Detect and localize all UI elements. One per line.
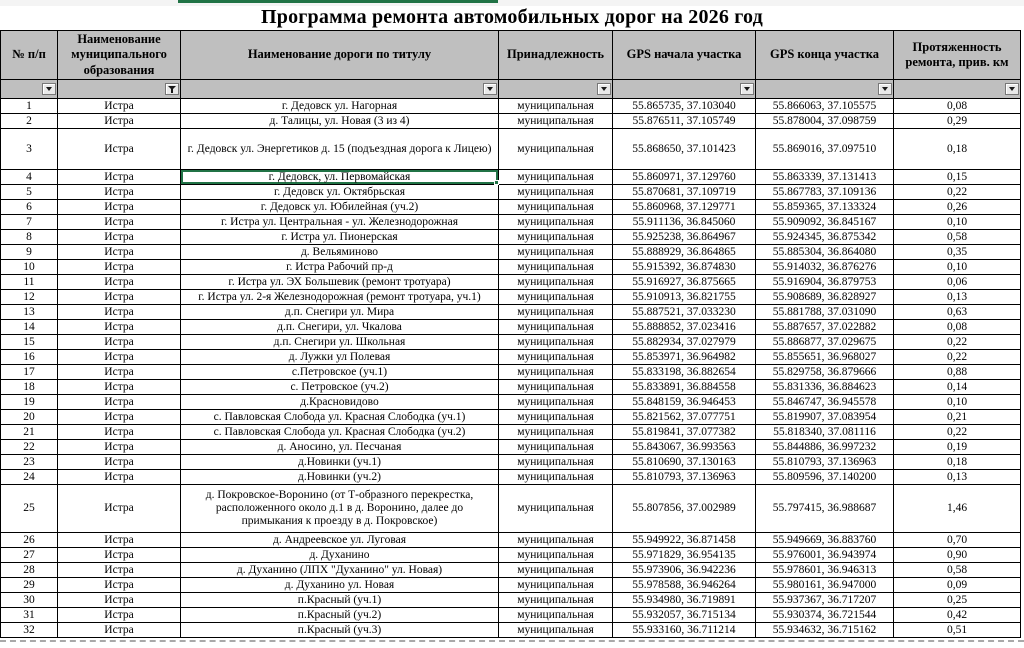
table-row <box>1 533 1021 548</box>
cell-length[interactable]: 0,58 <box>894 563 1021 578</box>
cell-municipality[interactable]: Истра <box>58 335 181 350</box>
table-row <box>1 623 1021 638</box>
table-row <box>1 410 1021 425</box>
filter-dropdown-button-municipality[interactable] <box>165 83 179 95</box>
cell-length[interactable]: 0,63 <box>894 305 1021 320</box>
cell-length[interactable]: 0,10 <box>894 260 1021 275</box>
filter-dropdown-button-length[interactable] <box>1005 83 1019 95</box>
cell-num[interactable]: 1 <box>1 99 58 114</box>
cell-road[interactable]: д. Вельяминово <box>181 245 499 260</box>
cell-num[interactable]: 9 <box>1 245 58 260</box>
cell-length[interactable]: 0,10 <box>894 395 1021 410</box>
cell-gps-end[interactable]: 55.930374, 36.721544 <box>756 608 894 623</box>
filter-dropdown-button-ownership[interactable] <box>597 83 611 95</box>
cell-gps-start[interactable]: 55.932057, 36.715134 <box>613 608 756 623</box>
cell-ownership[interactable]: муниципальная <box>499 215 613 230</box>
cell-municipality[interactable]: Истра <box>58 410 181 425</box>
dropdown-arrow-icon <box>882 87 888 91</box>
cell-ownership[interactable]: муниципальная <box>499 410 613 425</box>
cell-gps-start[interactable]: 55.819841, 37.077382 <box>613 425 756 440</box>
table-row <box>1 608 1021 623</box>
cell-road[interactable]: д.п. Снегири ул. Мира <box>181 305 499 320</box>
cell-municipality[interactable]: Истра <box>58 260 181 275</box>
table-row <box>1 305 1021 320</box>
cell-road[interactable]: д. Андреевское ул. Луговая <box>181 533 499 548</box>
cell-gps-start[interactable]: 55.978588, 36.946264 <box>613 578 756 593</box>
table-row <box>1 170 1021 185</box>
cell-municipality[interactable]: Истра <box>58 578 181 593</box>
cell-gps-start[interactable]: 55.933160, 36.711214 <box>613 623 756 638</box>
cell-length[interactable]: 0,25 <box>894 593 1021 608</box>
cell-length[interactable]: 0,70 <box>894 533 1021 548</box>
cell-gps-start[interactable]: 55.821562, 37.077751 <box>613 410 756 425</box>
selection-top-border <box>178 0 498 3</box>
cell-gps-end[interactable]: 55.819907, 37.083954 <box>756 410 894 425</box>
cell-length[interactable]: 0,06 <box>894 275 1021 290</box>
filter-dropdown-button-num[interactable] <box>42 83 56 95</box>
cell-gps-start[interactable]: 55.888852, 37.023416 <box>613 320 756 335</box>
cell-gps-start[interactable]: 55.915392, 36.874830 <box>613 260 756 275</box>
cell-municipality[interactable]: Истра <box>58 215 181 230</box>
cell-ownership[interactable]: муниципальная <box>499 365 613 380</box>
cell-ownership[interactable]: муниципальная <box>499 548 613 563</box>
cell-length[interactable]: 0,08 <box>894 320 1021 335</box>
cell-municipality[interactable]: Истра <box>58 593 181 608</box>
filter-dropdown-button-gps-end[interactable] <box>878 83 892 95</box>
cell-gps-start[interactable]: 55.807856, 37.002989 <box>613 485 756 533</box>
cell-municipality[interactable]: Истра <box>58 99 181 114</box>
cell-num[interactable]: 30 <box>1 593 58 608</box>
cell-gps-start[interactable]: 55.833891, 36.884558 <box>613 380 756 395</box>
cell-road[interactable]: п.Красный (уч.3) <box>181 623 499 638</box>
cell-municipality[interactable]: Истра <box>58 320 181 335</box>
cell-num[interactable]: 18 <box>1 380 58 395</box>
cell-num[interactable]: 15 <box>1 335 58 350</box>
cell-ownership[interactable]: муниципальная <box>499 563 613 578</box>
cell-road[interactable]: г. Дедовск ул. Нагорная <box>181 99 499 114</box>
cell-gps-start[interactable]: 55.853971, 36.964982 <box>613 350 756 365</box>
cell-num[interactable]: 2 <box>1 114 58 129</box>
table-row <box>1 260 1021 275</box>
sort-filter-icon <box>168 85 177 94</box>
cell-ownership[interactable]: муниципальная <box>499 305 613 320</box>
header-row <box>1 31 1021 80</box>
column-header-num: № п/п <box>1 31 58 80</box>
cell-ownership[interactable]: муниципальная <box>499 200 613 215</box>
cell-ownership[interactable]: муниципальная <box>499 440 613 455</box>
cell-road[interactable]: п.Красный (уч.2) <box>181 608 499 623</box>
cell-num[interactable]: 31 <box>1 608 58 623</box>
cell-length[interactable]: 0,22 <box>894 425 1021 440</box>
cell-gps-end[interactable]: 55.818340, 37.081116 <box>756 425 894 440</box>
cell-num[interactable]: 20 <box>1 410 58 425</box>
cell-ownership[interactable]: муниципальная <box>499 335 613 350</box>
cell-municipality[interactable]: Истра <box>58 230 181 245</box>
cell-ownership[interactable]: муниципальная <box>499 99 613 114</box>
cell-length[interactable]: 0,08 <box>894 99 1021 114</box>
cell-gps-start[interactable]: 55.949922, 36.871458 <box>613 533 756 548</box>
column-header-municipality: Наименование муниципального образования <box>58 31 181 80</box>
table-row <box>1 129 1021 170</box>
cell-gps-start[interactable]: 55.876511, 37.105749 <box>613 114 756 129</box>
cell-length[interactable]: 0,09 <box>894 578 1021 593</box>
cell-gps-start[interactable]: 55.843067, 36.993563 <box>613 440 756 455</box>
cell-ownership[interactable]: муниципальная <box>499 533 613 548</box>
cell-num[interactable]: 4 <box>1 170 58 185</box>
cell-ownership[interactable]: муниципальная <box>499 260 613 275</box>
cell-length[interactable]: 0,14 <box>894 380 1021 395</box>
cell-municipality[interactable]: Истра <box>58 114 181 129</box>
cell-road[interactable]: д.п. Снегири, ул. Чкалова <box>181 320 499 335</box>
dropdown-arrow-icon <box>487 87 493 91</box>
cell-ownership[interactable]: муниципальная <box>499 425 613 440</box>
page-break-line <box>0 640 1024 642</box>
cell-gps-end[interactable]: 55.885304, 36.864080 <box>756 245 894 260</box>
dropdown-arrow-icon <box>46 87 52 91</box>
cell-road[interactable]: г. Истра ул. ЭХ Большевик (ремонт тротуара) <box>181 275 499 290</box>
cell-road[interactable]: д. Духанино ул. Новая <box>181 578 499 593</box>
cell-gps-start[interactable]: 55.860971, 37.129760 <box>613 170 756 185</box>
filter-dropdown-button-road[interactable] <box>483 83 497 95</box>
cell-municipality[interactable]: Истра <box>58 350 181 365</box>
cell-gps-end[interactable]: 55.855651, 36.968027 <box>756 350 894 365</box>
cell-num[interactable]: 5 <box>1 185 58 200</box>
cell-length[interactable]: 0,18 <box>894 455 1021 470</box>
cell-road[interactable]: д. Аносино, ул. Песчаная <box>181 440 499 455</box>
cell-municipality[interactable]: Истра <box>58 170 181 185</box>
table-row <box>1 470 1021 485</box>
cell-length[interactable]: 1,46 <box>894 485 1021 533</box>
table-row <box>1 320 1021 335</box>
cell-municipality[interactable]: Истра <box>58 380 181 395</box>
table-row <box>1 114 1021 129</box>
cell-road[interactable]: д. Духанино (ЛПХ "Духанино" ул. Новая) <box>181 563 499 578</box>
cell-ownership[interactable]: муниципальная <box>499 470 613 485</box>
cell-ownership[interactable]: муниципальная <box>499 380 613 395</box>
cell-gps-start[interactable]: 55.916927, 36.875665 <box>613 275 756 290</box>
cell-gps-start[interactable]: 55.833198, 36.882654 <box>613 365 756 380</box>
cell-gps-end[interactable]: 55.886877, 37.029675 <box>756 335 894 350</box>
roads-table <box>0 30 1021 638</box>
cell-length[interactable]: 0,21 <box>894 410 1021 425</box>
cell-road[interactable]: г. Дедовск ул. Энергетиков д. 15 (подъездная дорога к Лицею) <box>181 129 499 170</box>
filter-dropdown-button-gps-start[interactable] <box>740 83 754 95</box>
cell-road[interactable]: с. Павловская Слобода ул. Красная Слободка (уч.1) <box>181 410 499 425</box>
cell-gps-end[interactable]: 55.867783, 37.109136 <box>756 185 894 200</box>
cell-road[interactable]: д.Новинки (уч.2) <box>181 470 499 485</box>
cell-length[interactable]: 0,58 <box>894 230 1021 245</box>
cell-gps-end[interactable]: 55.797415, 36.988687 <box>756 485 894 533</box>
cell-municipality[interactable]: Истра <box>58 395 181 410</box>
cell-gps-end[interactable]: 55.934632, 36.715162 <box>756 623 894 638</box>
cell-municipality[interactable]: Истра <box>58 275 181 290</box>
cell-length[interactable]: 0,90 <box>894 548 1021 563</box>
cell-gps-start[interactable]: 55.973906, 36.942236 <box>613 563 756 578</box>
column-header-gps-start: GPS начала участка <box>613 31 756 80</box>
cell-municipality[interactable]: Истра <box>58 485 181 533</box>
cell-gps-end[interactable]: 55.916904, 36.879753 <box>756 275 894 290</box>
table-row <box>1 485 1021 533</box>
cell-gps-end[interactable]: 55.978601, 36.946313 <box>756 563 894 578</box>
table-row <box>1 593 1021 608</box>
cell-gps-start[interactable]: 55.934980, 36.719891 <box>613 593 756 608</box>
cell-length[interactable]: 0,13 <box>894 290 1021 305</box>
dropdown-arrow-icon <box>744 87 750 91</box>
cell-municipality[interactable]: Истра <box>58 200 181 215</box>
column-header-road: Наименование дороги по титулу <box>181 31 499 80</box>
cell-ownership[interactable]: муниципальная <box>499 114 613 129</box>
cell-road[interactable]: д. Талицы, ул. Новая (3 из 4) <box>181 114 499 129</box>
cell-ownership[interactable]: муниципальная <box>499 578 613 593</box>
cell-length[interactable]: 0,29 <box>894 114 1021 129</box>
cell-gps-end[interactable]: 55.909092, 36.845167 <box>756 215 894 230</box>
cell-gps-end[interactable]: 55.810793, 37.136963 <box>756 455 894 470</box>
cell-gps-end[interactable]: 55.976001, 36.943974 <box>756 548 894 563</box>
cell-gps-end[interactable]: 55.829758, 36.879666 <box>756 365 894 380</box>
cell-gps-end[interactable]: 55.908689, 36.828927 <box>756 290 894 305</box>
cell-ownership[interactable]: муниципальная <box>499 350 613 365</box>
cell-municipality[interactable]: Истра <box>58 608 181 623</box>
cell-num[interactable]: 19 <box>1 395 58 410</box>
top-strip <box>0 0 1024 6</box>
cell-num[interactable]: 16 <box>1 350 58 365</box>
cell-num[interactable]: 24 <box>1 470 58 485</box>
cell-num[interactable]: 17 <box>1 365 58 380</box>
cell-length[interactable]: 0,26 <box>894 200 1021 215</box>
cell-gps-end[interactable]: 55.878004, 37.098759 <box>756 114 894 129</box>
column-header-length: Протяженность ремонта, прив. км <box>894 31 1021 80</box>
cell-gps-start[interactable]: 55.888929, 36.864865 <box>613 245 756 260</box>
cell-municipality[interactable]: Истра <box>58 563 181 578</box>
cell-num[interactable]: 22 <box>1 440 58 455</box>
cell-municipality[interactable]: Истра <box>58 425 181 440</box>
cell-gps-start[interactable]: 55.887521, 37.033230 <box>613 305 756 320</box>
cell-road[interactable]: с. Павловская Слобода ул. Красная Слободка (уч.2) <box>181 425 499 440</box>
cell-gps-end[interactable]: 55.809596, 37.140200 <box>756 470 894 485</box>
cell-road[interactable]: с.Петровское (уч.1) <box>181 365 499 380</box>
cell-municipality[interactable]: Истра <box>58 185 181 200</box>
cell-road[interactable]: д.п. Снегири ул. Школьная <box>181 335 499 350</box>
table-row <box>1 245 1021 260</box>
column-header-ownership: Принадлежность <box>499 31 613 80</box>
cell-road[interactable]: д. Покровское-Воронино (от Т-образного перекрестка, расположенного около д.1 в д. Воронино, далее до примыкания к проезду в д. Покровское) <box>181 485 499 533</box>
table-row <box>1 548 1021 563</box>
dropdown-arrow-icon <box>1009 87 1015 91</box>
cell-gps-start[interactable]: 55.868650, 37.101423 <box>613 129 756 170</box>
cell-num[interactable]: 21 <box>1 425 58 440</box>
cell-length[interactable]: 0,22 <box>894 335 1021 350</box>
cell-gps-end[interactable]: 55.887657, 37.022882 <box>756 320 894 335</box>
cell-length[interactable]: 0,51 <box>894 623 1021 638</box>
cell-road[interactable]: с. Петровское (уч.2) <box>181 380 499 395</box>
cell-gps-end[interactable]: 55.859365, 37.133324 <box>756 200 894 215</box>
cell-municipality[interactable]: Истра <box>58 365 181 380</box>
cell-ownership[interactable]: муниципальная <box>499 185 613 200</box>
cell-ownership[interactable]: муниципальная <box>499 455 613 470</box>
cell-municipality[interactable]: Истра <box>58 455 181 470</box>
cell-length[interactable]: 0,22 <box>894 350 1021 365</box>
column-header-gps-end: GPS конца участка <box>756 31 894 80</box>
table-row <box>1 335 1021 350</box>
cell-road[interactable]: д.Новинки (уч.1) <box>181 455 499 470</box>
cell-length[interactable]: 0,22 <box>894 185 1021 200</box>
table-row <box>1 275 1021 290</box>
cell-gps-end[interactable]: 55.869016, 37.097510 <box>756 129 894 170</box>
cell-length[interactable]: 0,42 <box>894 608 1021 623</box>
cell-road[interactable]: д. Лужки ул Полевая <box>181 350 499 365</box>
cell-municipality[interactable]: Истра <box>58 305 181 320</box>
table-row <box>1 578 1021 593</box>
cell-num[interactable]: 26 <box>1 533 58 548</box>
cell-road[interactable]: г. Истра Рабочий пр-д <box>181 260 499 275</box>
cell-gps-end[interactable]: 55.866063, 37.105575 <box>756 99 894 114</box>
cell-ownership[interactable]: муниципальная <box>499 320 613 335</box>
cell-num[interactable]: 7 <box>1 215 58 230</box>
cell-ownership[interactable]: муниципальная <box>499 290 613 305</box>
cell-num[interactable]: 25 <box>1 485 58 533</box>
cell-gps-end[interactable]: 55.924345, 36.875342 <box>756 230 894 245</box>
cell-num[interactable]: 8 <box>1 230 58 245</box>
cell-gps-end[interactable]: 55.863339, 37.131413 <box>756 170 894 185</box>
cell-municipality[interactable]: Истра <box>58 245 181 260</box>
cell-num[interactable]: 10 <box>1 260 58 275</box>
cell-road[interactable]: д.Красновидово <box>181 395 499 410</box>
cell-ownership[interactable]: муниципальная <box>499 623 613 638</box>
cell-num[interactable]: 3 <box>1 129 58 170</box>
table-row <box>1 290 1021 305</box>
cell-gps-end[interactable]: 55.949669, 36.883760 <box>756 533 894 548</box>
cell-ownership[interactable]: муниципальная <box>499 593 613 608</box>
cell-municipality[interactable]: Истра <box>58 470 181 485</box>
cell-municipality[interactable]: Истра <box>58 623 181 638</box>
cell-municipality[interactable]: Истра <box>58 533 181 548</box>
cell-length[interactable]: 0,13 <box>894 470 1021 485</box>
cell-length[interactable]: 0,18 <box>894 129 1021 170</box>
table-row <box>1 365 1021 380</box>
cell-gps-start[interactable]: 55.882934, 37.027979 <box>613 335 756 350</box>
table-row <box>1 440 1021 455</box>
cell-road[interactable]: д. Духанино <box>181 548 499 563</box>
cell-num[interactable]: 28 <box>1 563 58 578</box>
cell-gps-start[interactable]: 55.810793, 37.136963 <box>613 470 756 485</box>
cell-ownership[interactable]: муниципальная <box>499 395 613 410</box>
dropdown-arrow-icon <box>601 87 607 91</box>
cell-length[interactable]: 0,15 <box>894 170 1021 185</box>
cell-num[interactable]: 29 <box>1 578 58 593</box>
table-row <box>1 350 1021 365</box>
table-row <box>1 395 1021 410</box>
cell-gps-start[interactable]: 55.971829, 36.954135 <box>613 548 756 563</box>
cell-road[interactable]: г. Дедовск ул. Юбилейная (уч.2) <box>181 200 499 215</box>
cell-municipality[interactable]: Истра <box>58 129 181 170</box>
table-row <box>1 99 1021 114</box>
cell-gps-end[interactable]: 55.846747, 36.945578 <box>756 395 894 410</box>
cell-num[interactable]: 14 <box>1 320 58 335</box>
cell-gps-start[interactable]: 55.848159, 36.946453 <box>613 395 756 410</box>
cell-gps-start[interactable]: 55.925238, 36.864967 <box>613 230 756 245</box>
cell-gps-start[interactable]: 55.865735, 37.103040 <box>613 99 756 114</box>
cell-num[interactable]: 27 <box>1 548 58 563</box>
cell-ownership[interactable]: муниципальная <box>499 245 613 260</box>
cell-municipality[interactable]: Истра <box>58 290 181 305</box>
cell-num[interactable]: 13 <box>1 305 58 320</box>
cell-gps-start[interactable]: 55.870681, 37.109719 <box>613 185 756 200</box>
cell-ownership[interactable]: муниципальная <box>499 485 613 533</box>
cell-ownership[interactable]: муниципальная <box>499 129 613 170</box>
cell-ownership[interactable]: муниципальная <box>499 230 613 245</box>
table-row <box>1 380 1021 395</box>
table-row <box>1 230 1021 245</box>
cell-gps-start[interactable]: 55.860968, 37.129771 <box>613 200 756 215</box>
cell-road[interactable]: г. Истра ул. Пионерская <box>181 230 499 245</box>
cell-road[interactable]: г. Дедовск, ул. Первомайская <box>181 170 499 185</box>
table-row <box>1 215 1021 230</box>
cell-length[interactable]: 0,10 <box>894 215 1021 230</box>
table-row <box>1 425 1021 440</box>
table-row <box>1 200 1021 215</box>
cell-gps-end[interactable]: 55.914032, 36.876276 <box>756 260 894 275</box>
cell-gps-start[interactable]: 55.911136, 36.845060 <box>613 215 756 230</box>
cell-gps-end[interactable]: 55.881788, 37.031090 <box>756 305 894 320</box>
cell-gps-start[interactable]: 55.910913, 36.821755 <box>613 290 756 305</box>
cell-gps-end[interactable]: 55.980161, 36.947000 <box>756 578 894 593</box>
cell-gps-end[interactable]: 55.937367, 36.717207 <box>756 593 894 608</box>
cell-num[interactable]: 23 <box>1 455 58 470</box>
cell-gps-end[interactable]: 55.831336, 36.884623 <box>756 380 894 395</box>
cell-road[interactable]: г. Истра ул. Центральная - ул. Железнодорожная <box>181 215 499 230</box>
table-row <box>1 563 1021 578</box>
cell-road[interactable]: г. Истра ул. 2-я Железнодорожная (ремонт тротуара, уч.1) <box>181 290 499 305</box>
table-row <box>1 185 1021 200</box>
cell-municipality[interactable]: Истра <box>58 548 181 563</box>
page-title: Программа ремонта автомобильных дорог на 2026 год <box>260 6 764 28</box>
cell-road[interactable]: п.Красный (уч.1) <box>181 593 499 608</box>
cell-road[interactable]: г. Дедовск ул. Октябрьская <box>181 185 499 200</box>
cell-num[interactable]: 11 <box>1 275 58 290</box>
table-row <box>1 455 1021 470</box>
cell-ownership[interactable]: муниципальная <box>499 275 613 290</box>
cell-length[interactable]: 0,19 <box>894 440 1021 455</box>
cell-gps-end[interactable]: 55.844886, 36.997232 <box>756 440 894 455</box>
cell-length[interactable]: 0,35 <box>894 245 1021 260</box>
cell-ownership[interactable]: муниципальная <box>499 608 613 623</box>
cell-length[interactable]: 0,88 <box>894 365 1021 380</box>
cell-num[interactable]: 6 <box>1 200 58 215</box>
cell-ownership[interactable]: муниципальная <box>499 170 613 185</box>
cell-gps-start[interactable]: 55.810690, 37.130163 <box>613 455 756 470</box>
cell-num[interactable]: 32 <box>1 623 58 638</box>
cell-num[interactable]: 12 <box>1 290 58 305</box>
cell-municipality[interactable]: Истра <box>58 440 181 455</box>
autofilter-row <box>1 80 1021 99</box>
